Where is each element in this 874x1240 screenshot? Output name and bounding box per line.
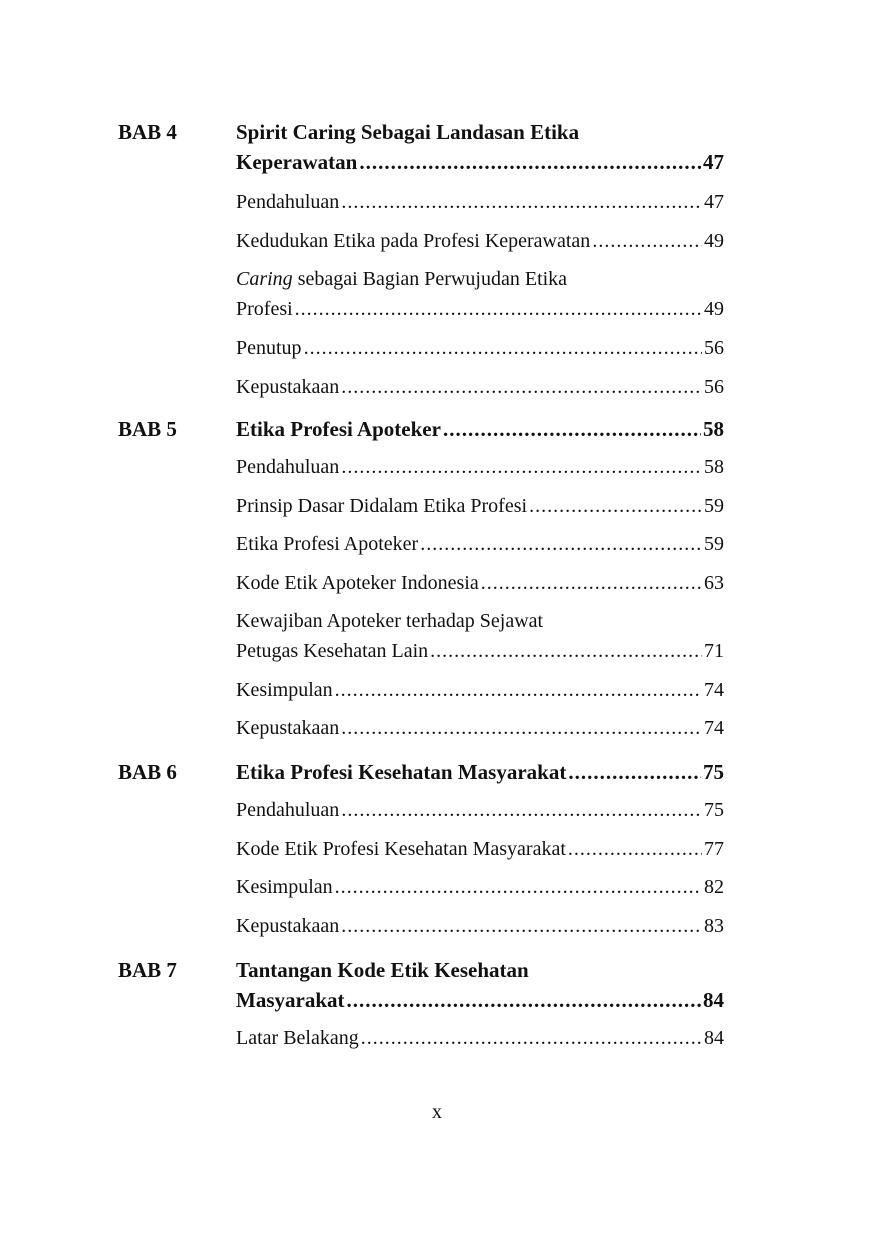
chapter-label: BAB 7 bbox=[118, 958, 177, 982]
toc-entry-text: Profesi bbox=[236, 298, 293, 320]
toc-entry-text: Kedudukan Etika pada Profesi Keperawatan bbox=[236, 230, 591, 252]
toc-entry[interactable] bbox=[236, 372, 724, 402]
chapter-title-text: Etika Profesi Kesehatan Masyarakat bbox=[236, 760, 567, 784]
page-number: 58 bbox=[703, 417, 724, 441]
page-number: 74 bbox=[704, 679, 724, 701]
dot-leader bbox=[592, 226, 702, 256]
page-number: 63 bbox=[704, 572, 724, 594]
page-number: 47 bbox=[703, 150, 724, 174]
dot-leader bbox=[341, 372, 702, 402]
dot-leader bbox=[304, 333, 702, 363]
toc-entry[interactable] bbox=[236, 834, 724, 864]
toc-entry-text: Etika Profesi Apoteker bbox=[236, 533, 419, 555]
chapter-title-text: Keperawatan bbox=[236, 150, 358, 174]
chapter-title-text: Etika Profesi Apoteker bbox=[236, 417, 441, 441]
dot-leader bbox=[568, 757, 701, 787]
page-number: 84 bbox=[703, 988, 724, 1012]
dot-leader bbox=[568, 834, 702, 864]
dot-leader bbox=[341, 911, 702, 941]
dot-leader bbox=[347, 985, 702, 1015]
page-number: 59 bbox=[704, 533, 724, 555]
chapter-label: BAB 5 bbox=[118, 417, 177, 441]
italic-term: Caring bbox=[236, 268, 293, 290]
toc-entry[interactable] bbox=[236, 264, 724, 324]
dot-leader bbox=[341, 452, 702, 482]
dot-leader bbox=[481, 568, 702, 598]
toc-entry[interactable] bbox=[236, 452, 724, 482]
dot-leader bbox=[361, 1023, 702, 1053]
toc-entry-text: Kesimpulan bbox=[236, 876, 333, 898]
page-number: 82 bbox=[704, 876, 724, 898]
toc-entry[interactable] bbox=[236, 226, 724, 256]
toc-entry-text: Kode Etik Profesi Kesehatan Masyarakat bbox=[236, 838, 566, 860]
toc-entry-text: Kesimpulan bbox=[236, 679, 333, 701]
toc-entry-text: Penutup bbox=[236, 337, 302, 359]
page-number: 74 bbox=[704, 717, 724, 739]
toc-entry[interactable] bbox=[236, 568, 724, 598]
toc-entry-text: Kepustakaan bbox=[236, 717, 340, 739]
chapter-title[interactable] bbox=[236, 757, 724, 787]
dot-leader bbox=[341, 795, 702, 825]
dot-leader bbox=[529, 491, 702, 521]
page-number: 56 bbox=[704, 337, 724, 359]
toc-entry[interactable] bbox=[236, 911, 724, 941]
dot-leader bbox=[430, 636, 702, 666]
toc-entry[interactable] bbox=[236, 529, 724, 559]
chapter-title[interactable] bbox=[236, 955, 724, 1015]
toc-entry-line1 bbox=[236, 264, 724, 294]
dot-leader bbox=[295, 294, 702, 324]
toc-entry-text: Kepustakaan bbox=[236, 915, 340, 937]
toc-entry[interactable] bbox=[236, 795, 724, 825]
dot-leader bbox=[420, 529, 702, 559]
toc-entry[interactable] bbox=[236, 713, 724, 743]
page-number: 47 bbox=[704, 191, 724, 213]
chapter-title[interactable] bbox=[236, 117, 724, 177]
chapter-label: BAB 4 bbox=[118, 120, 177, 144]
toc-entry-text: Pendahuluan bbox=[236, 191, 340, 213]
page-number: 75 bbox=[703, 760, 724, 784]
chapter-title-line1: Spirit Caring Sebagai Landasan Etika bbox=[236, 120, 580, 144]
toc-entry-text: Prinsip Dasar Didalam Etika Profesi bbox=[236, 495, 528, 517]
toc-entry[interactable] bbox=[236, 606, 724, 666]
toc-entry[interactable] bbox=[236, 491, 724, 521]
chapter-title-text: Masyarakat bbox=[236, 988, 345, 1012]
page-number: 58 bbox=[704, 456, 724, 478]
page-number: 84 bbox=[704, 1027, 724, 1049]
toc-entry[interactable] bbox=[236, 1023, 724, 1053]
page-number: 56 bbox=[704, 376, 724, 398]
page-number: 49 bbox=[704, 298, 724, 320]
page-number: 75 bbox=[704, 799, 724, 821]
page-number: 71 bbox=[704, 640, 724, 662]
page-number: 49 bbox=[704, 230, 724, 252]
toc-entry-text: Pendahuluan bbox=[236, 799, 340, 821]
page-number: 77 bbox=[704, 838, 724, 860]
toc-entry[interactable] bbox=[236, 333, 724, 363]
page-number: 59 bbox=[704, 495, 724, 517]
chapter-title[interactable] bbox=[236, 414, 724, 444]
dot-leader bbox=[359, 147, 701, 177]
dot-leader bbox=[341, 187, 702, 217]
toc-entry-line1-rest: sebagai Bagian Perwujudan Etika bbox=[292, 268, 568, 290]
toc-entry-text: Kepustakaan bbox=[236, 376, 340, 398]
chapter-label: BAB 6 bbox=[118, 760, 177, 784]
toc-entry-line1: Kewajiban Apoteker terhadap Sejawat bbox=[236, 610, 544, 632]
dot-leader bbox=[443, 414, 701, 444]
chapter-title-line1: Tantangan Kode Etik Kesehatan bbox=[236, 958, 529, 982]
footer-page-number: x bbox=[432, 1101, 442, 1123]
dot-leader bbox=[335, 675, 702, 705]
toc-entry-text: Petugas Kesehatan Lain bbox=[236, 640, 429, 662]
toc-entry[interactable] bbox=[236, 675, 724, 705]
dot-leader bbox=[335, 872, 702, 902]
toc-entry-text: Kode Etik Apoteker Indonesia bbox=[236, 572, 479, 594]
toc-entry-text: Pendahuluan bbox=[236, 456, 340, 478]
toc-entry[interactable] bbox=[236, 872, 724, 902]
dot-leader bbox=[341, 713, 702, 743]
toc-entry[interactable] bbox=[236, 187, 724, 217]
page-number: 83 bbox=[704, 915, 724, 937]
toc-entry-text: Latar Belakang bbox=[236, 1027, 359, 1049]
